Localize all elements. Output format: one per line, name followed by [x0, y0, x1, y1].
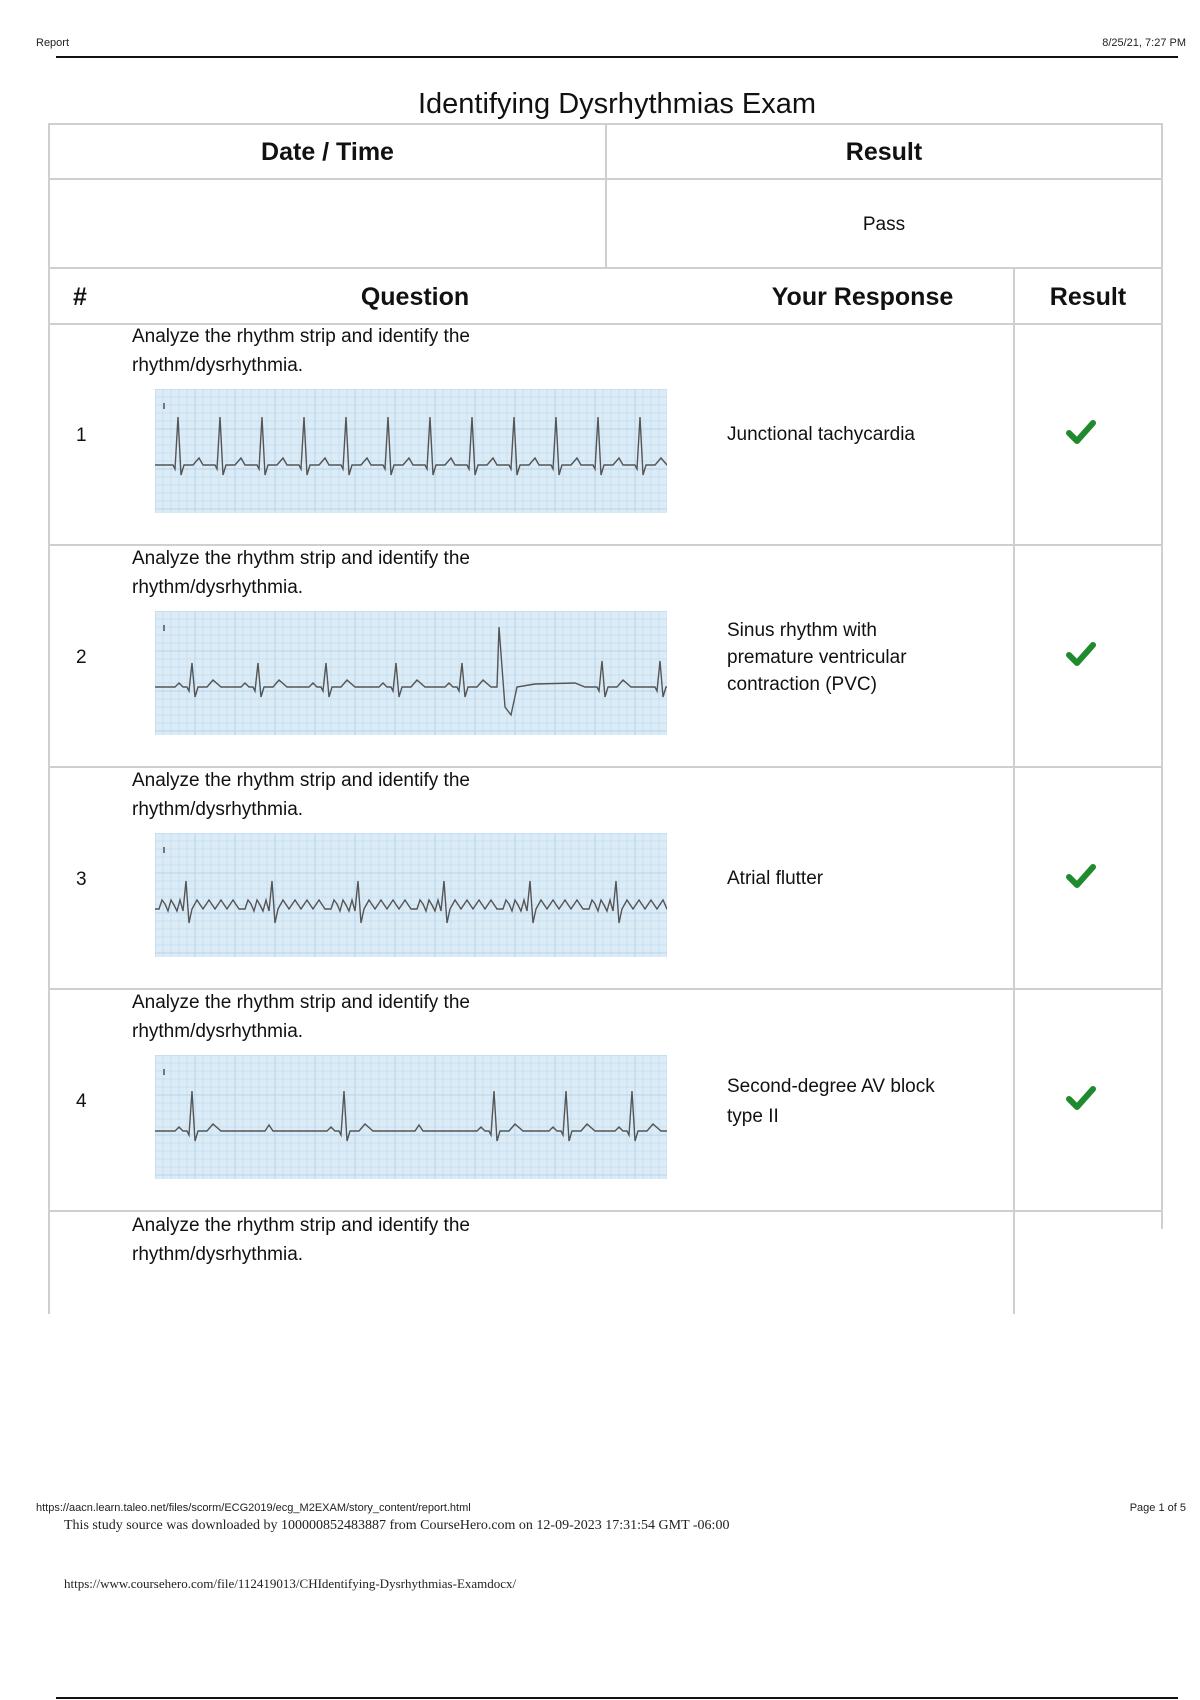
- question-number: 4: [76, 1091, 87, 1112]
- rhythm-strip-image: [155, 611, 667, 735]
- page-url: https://aacn.learn.taleo.net/files/scorm/ECG2019/ecg_M2EXAM/story_content/report.html: [36, 1502, 471, 1514]
- col-header-question: Question: [360, 283, 470, 311]
- col-header-response: Your Response: [771, 283, 954, 311]
- question-text: Analyze the rhythm strip and identify the rhythm/dysrhythmia.: [132, 992, 470, 1042]
- summary-date-header: Date / Time: [261, 138, 394, 166]
- checkmark-icon: [1066, 861, 1096, 891]
- response-text: Atrial flutter: [727, 868, 824, 889]
- source-link[interactable]: https://www.coursehero.com/file/112419013/CHIdentifying-Dysrhythmias-Examdocx/: [64, 1576, 517, 1591]
- response-text: Second-degree AV block type II: [727, 1076, 935, 1127]
- header-rule: [56, 56, 1178, 58]
- question-number: 2: [76, 647, 87, 668]
- summary-result-value: Pass: [862, 214, 906, 235]
- col-header-result: Result: [1049, 283, 1127, 311]
- question-number: 1: [76, 425, 87, 446]
- report-label: Report: [36, 37, 70, 49]
- question-text: Analyze the rhythm strip and identify the rhythm/dysrhythmia.: [132, 770, 470, 820]
- col-header-number: #: [73, 283, 87, 311]
- question-text: Analyze the rhythm strip and identify the rhythm/dysrhythmia.: [132, 1215, 470, 1265]
- rhythm-strip-image: [155, 389, 667, 513]
- checkmark-icon: [1066, 639, 1096, 669]
- response-text: Sinus rhythm with premature ventricular contraction (PVC): [727, 620, 907, 695]
- download-note: This study source was downloaded by 100000852483887 from CourseHero.com on 12-09-2023 17:31:54 GMT -06:00: [64, 1518, 730, 1533]
- print-timestamp: 8/25/21, 7:27 PM: [1102, 37, 1186, 49]
- question-text: Analyze the rhythm strip and identify the rhythm/dysrhythmia.: [132, 548, 470, 598]
- rhythm-strip-image: [155, 833, 667, 957]
- checkmark-icon: [1066, 1083, 1096, 1113]
- question-number: 3: [76, 869, 87, 890]
- page-title: Identifying Dysrhythmias Exam: [417, 88, 817, 120]
- footer-rule: [56, 1697, 1178, 1699]
- question-text: Analyze the rhythm strip and identify the rhythm/dysrhythmia.: [132, 326, 470, 376]
- rhythm-strip-image: [155, 1055, 667, 1179]
- response-text: Junctional tachycardia: [727, 424, 915, 445]
- page-number: Page 1 of 5: [1129, 1502, 1186, 1514]
- summary-result-header: Result: [845, 138, 923, 166]
- checkmark-icon: [1066, 417, 1096, 447]
